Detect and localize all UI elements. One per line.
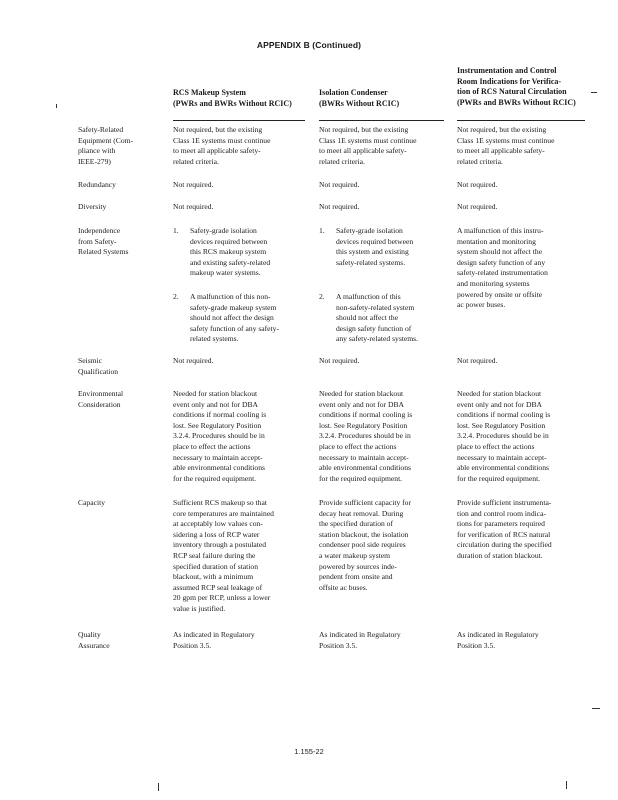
page-number: 1.155-22 [294, 747, 324, 756]
cell-capacity-rcs: Sufficient RCS makeup so that core temperatures are maintained at acceptably low values con- sidering a loss of RCP water inventory through a postulated RCP seal failure during the specified duration of station blackout, with a minimum assumed RCP seal leakage of 20 gpm per RCP, unless a lower value is justified. [173, 498, 274, 613]
row-label-diversity: Diversity [78, 202, 107, 211]
list-item [173, 226, 313, 286]
row-label-capacity: Capacity [78, 498, 105, 507]
list-item-text: Safety-grade isolation devices required between this system and existing safety-related systems. [336, 226, 414, 267]
cell-safety-related-rcs: Not required, but the existing Class 1E systems must continue to meet all applicable safety- related criteria. [173, 125, 271, 166]
row-label-quality-assurance: Quality Assurance [78, 630, 110, 650]
scan-mark [566, 781, 567, 789]
list-item-number: 1. [173, 226, 179, 235]
cell-quality-rcs: As indicated in Regulatory Position 3.5. [173, 630, 255, 650]
cell-environmental-instrumentation: Needed for station blackout event only and not for DBA conditions if normal cooling is lost. See Regulatory Position 3.2.4. Procedures should be in place to effect the actions necessary to maintain accept- able environmental conditions for the required equipment. [457, 389, 551, 483]
scan-mark [158, 783, 159, 791]
cell-diversity-rcs: Not required. [173, 202, 214, 211]
row-label-redundancy: Redundancy [78, 180, 116, 189]
list-item-text: A malfunction of this non-safety-related system should not affect the design safety function of any safety-related systems. [336, 292, 419, 344]
list-item [319, 292, 459, 352]
cell-redundancy-rcs: Not required. [173, 180, 214, 189]
cell-seismic-instrumentation: Not required. [457, 356, 498, 365]
cell-diversity-instrumentation: Not required. [457, 202, 498, 211]
column-heading-isolation-condenser: Isolation Condenser (BWRs Without RCIC) [319, 88, 400, 108]
row-label-safety-related: Safety-Related Equipment (Com- pliance with IEEE-279) [78, 125, 134, 166]
column-heading-rule [457, 120, 585, 121]
cell-redundancy-instrumentation: Not required. [457, 180, 498, 189]
page-title: APPENDIX B (Continued) [256, 40, 362, 50]
cell-safety-related-isolation: Not required, but the existing Class 1E systems must continue to meet all applicable safety- related criteria. [319, 125, 417, 166]
cell-quality-isolation: As indicated in Regulatory Position 3.5. [319, 630, 401, 650]
cell-quality-instrumentation: As indicated in Regulatory Position 3.5. [457, 630, 539, 650]
column-heading-rcs-makeup: RCS Makeup System (PWRs and BWRs Without RCIC) [173, 88, 292, 108]
column-heading-instrumentation: Instrumentation and Control Room Indications for Verifica- tion of RCS Natural Circulation (PWRs and BWRs Without RCIC) [457, 66, 576, 107]
column-heading-rule [319, 120, 444, 121]
cell-safety-related-instrumentation: Not required, but the existing Class 1E systems must continue to meet all applicable safety- related criteria. [457, 125, 555, 166]
column-heading-rule [173, 120, 305, 121]
list-item-number: 2. [319, 292, 325, 301]
list-item [173, 292, 313, 352]
cell-seismic-isolation: Not required. [319, 356, 360, 365]
row-label-environmental: Environmental Consideration [78, 389, 124, 409]
list-item-text: A malfunction of this non- safety-grade makeup system should not affect the design safety function of any safety- related systems. [190, 292, 279, 344]
scan-mark [56, 104, 57, 108]
scan-mark [591, 92, 597, 93]
cell-capacity-isolation: Provide sufficient capacity for decay heat removal. During the specified duration of station blackout, the isolation condenser pool side requires a water makeup system powered by sources inde- pendent from onsite and offsite ac buses. [319, 498, 412, 592]
row-label-seismic: Seismic Qualification [78, 356, 119, 376]
list-item-text: Safety-grade isolation devices required between this RCS makeup system and existing safety-related makeup water systems. [190, 226, 271, 278]
list-item-number: 1. [319, 226, 325, 235]
list-item-number: 2. [173, 292, 179, 301]
cell-seismic-rcs: Not required. [173, 356, 214, 365]
cell-environmental-isolation: Needed for station blackout event only and not for DBA conditions if normal cooling is lost. See Regulatory Position 3.2.4. Procedures should be in place to effect the actions necessary to maintain accept- able environmental conditions for the required equipment. [319, 389, 413, 483]
cell-independence-instrumentation: A malfunction of this instru- mentation and monitoring system should not affect the design safety function of any safety-related instrumentation and monitoring systems powered by onsite or offsite ac power buses. [457, 226, 548, 310]
cell-redundancy-isolation: Not required. [319, 180, 360, 189]
cell-diversity-isolation: Not required. [319, 202, 360, 211]
row-label-independence: Independence from Safety- Related Systems [78, 226, 129, 257]
list-item [319, 226, 459, 276]
scan-mark [592, 708, 600, 709]
cell-capacity-instrumentation: Provide sufficient instrumenta- tion and control room indica- tions for parameters required for verification of RCS natural circulation during the specified duration of station blackout. [457, 498, 552, 560]
cell-environmental-rcs: Needed for station blackout event only and not for DBA conditions if normal cooling is lost. See Regulatory Position 3.2.4. Procedures should be in place to effect the actions necessary to maintain accept- able environmental conditions for the required equipment. [173, 389, 267, 483]
